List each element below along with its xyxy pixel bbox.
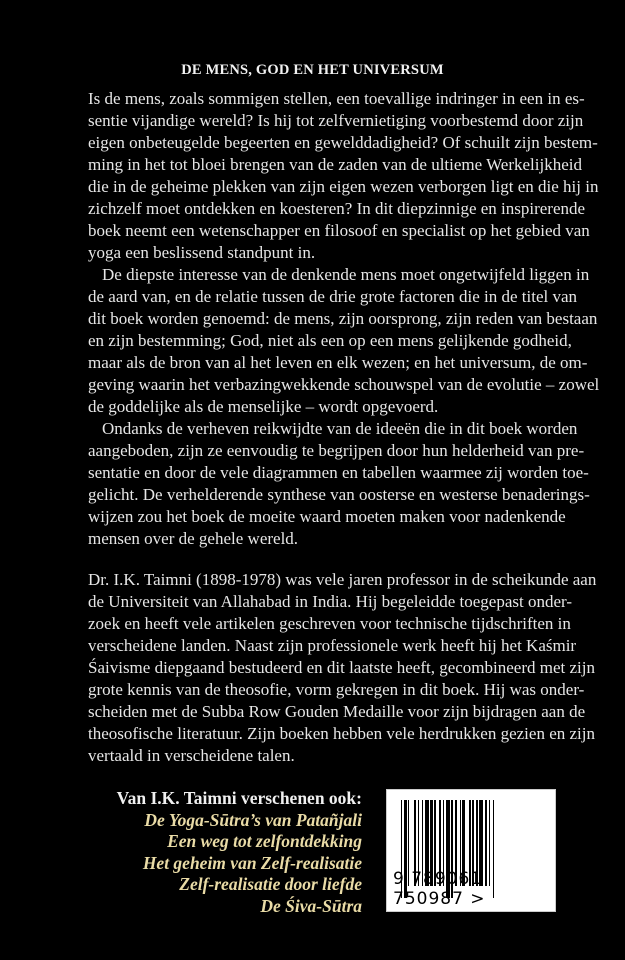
text-line: zichzelf moet ontdekken en koesteren? In dit diepzinnige en inspirerende [88, 199, 586, 218]
book-title: De Yoga-Sūtra’s van Patañjali [144, 809, 362, 830]
text-line: eigen onbeteugelde begeerten en gewelddadigheid? Of schuilt zijn bestem- [88, 133, 598, 152]
text-line: scheiden met de Subba Row Gouden Medaille voor zijn bijdragen aan de [88, 702, 586, 721]
isbn-number: 9 789061 750987 > [393, 869, 486, 909]
text-line: sentie vijandige wereld? Is hij tot zelfvernietiging voorbestemd door zijn [88, 111, 584, 130]
text-line: de goddelijke als de menselijke – wordt opgevoerd. [88, 397, 439, 416]
text-line: Ondanks de verheven reikwijdte van de ideeën die in dit boek worden [102, 419, 578, 438]
text-line: wijzen zou het boek de moeite waard moeten maken voor nadenkende [88, 507, 566, 526]
text-line: sentatie en door de vele diagrammen en tabellen waarmee zij worden toe- [88, 463, 589, 482]
text-line: yoga een beslissend standpunt in. [88, 243, 316, 262]
text-line: mensen over de gehele wereld. [88, 529, 299, 548]
text-line: Śaivisme diepgaand bestudeerd en dit laatste heeft, gecombineerd met zijn [88, 658, 595, 677]
text-line: dit boek worden genoemd: de mens, zijn oorsprong, zijn reden van bestaan [88, 309, 598, 328]
back-cover-title: DE MENS, GOD EN HET UNIVERSUM [181, 62, 444, 78]
text-line: aangeboden, zijn ze eenvoudig te begrijpen door hun helderheid van pre- [88, 441, 585, 460]
text-line: geving waarin het verbazingwekkende schouwspel van de evolutie – zowel [88, 375, 600, 394]
text-line: verscheidene landen. Naast zijn professionele werk heeft hij het Kaśmir [88, 636, 577, 655]
blurb-text [88, 88, 600, 550]
book-title: Een weg tot zelfontdekking [167, 831, 362, 851]
text-line: de Universiteit van Allahabad in India. Hij begeleidde toegepast onder- [88, 592, 573, 611]
text-line: zoek en heeft vele artikelen geschreven voor technische tijdschriften in [88, 614, 571, 633]
also-by-heading: Van I.K. Taimni verschenen ook: [116, 788, 362, 808]
text-line: ming in het tot bloei brengen van de zaden van de ultieme Werkelijkheid [88, 155, 582, 174]
text-line: en zijn bestemming; God, niet als een op een mens gelijkende godheid, [88, 331, 572, 350]
text-line: de aard van, en de relatie tussen de drie grote factoren die in de titel van [88, 287, 578, 306]
text-line: theosofische literatuur. Zijn boeken hebben vele herdrukken gezien en zijn [88, 724, 595, 743]
text-line: die in de geheime plekken van zijn eigen wezen verborgen ligt en die hij in [88, 177, 599, 196]
book-title: Zelf-realisatie door liefde [179, 874, 362, 894]
text-line: Is de mens, zoals sommigen stellen, een toevallige indringer in een in es- [88, 89, 585, 108]
text-line: gelicht. De verhelderende synthese van oosterse en westerse benaderings- [88, 485, 590, 504]
also-by-list [90, 788, 362, 917]
text-line: Dr. I.K. Taimni (1898-1978) was vele jaren professor in de scheikunde aan [88, 570, 597, 589]
text-line: boek neemt een wetenschapper en filosoof en specialist op het gebied van [88, 221, 590, 240]
book-title: De Śiva-Sūtra [260, 895, 362, 916]
text-line: maar als de bron van al het leven en elk wezen; en het universum, de om- [88, 353, 588, 372]
author-bio [88, 569, 597, 767]
book-title: Het geheim van Zelf-realisatie [142, 852, 362, 873]
isbn-barcode [386, 789, 556, 912]
text-line: De diepste interesse van de denkende mens moet ongetwijfeld liggen in [102, 265, 590, 284]
text-line: vertaald in verscheidene talen. [88, 746, 295, 765]
text-line: grote kennis van de theosofie, vorm gekregen in dit boek. Hij was onder- [88, 680, 585, 699]
